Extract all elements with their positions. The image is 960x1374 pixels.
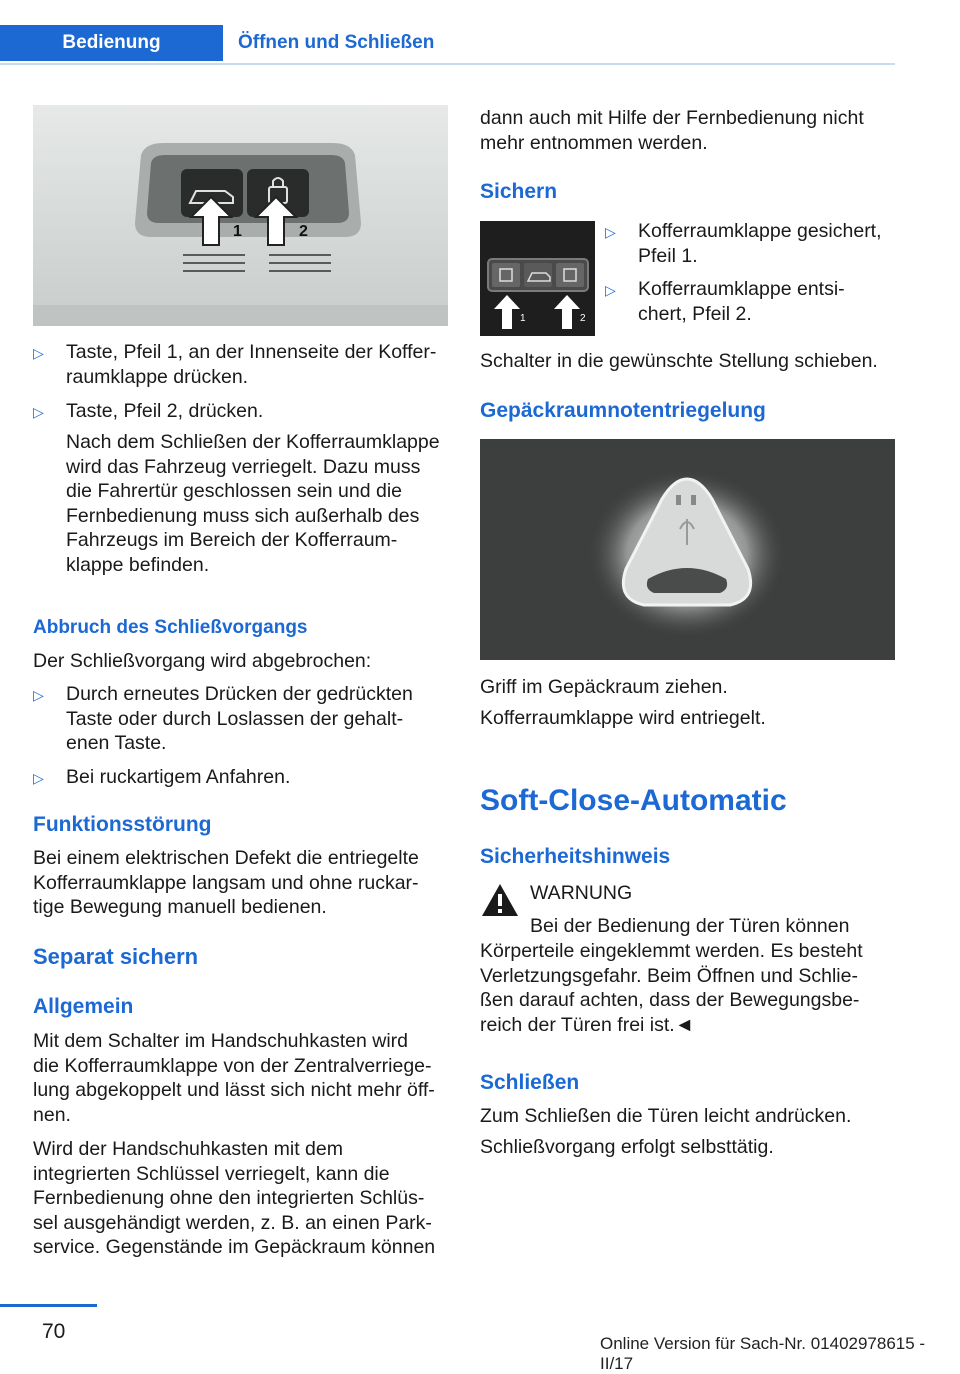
- warning-text: Körperteile eingeklemmt werden. Es besteht Verletzungsgefahr. Beim Öffnen und Schlie- ßen darauf achten, dass der Bewegungsbe- reich der Türen frei ist.◄: [480, 940, 863, 1036]
- secure-heading: Sichern: [480, 180, 558, 203]
- page-number: 70: [42, 1320, 66, 1343]
- header-tab-bar: [0, 25, 895, 65]
- abort-text: Der Schließvorgang wird abgebrochen:: [33, 650, 372, 672]
- closing-heading: Schließen: [480, 1071, 580, 1094]
- footer-note: Online Version für Sach-Nr. 01402978615 - II/17: [600, 1334, 926, 1373]
- tab-bedienung[interactable]: Bedienung: [0, 25, 223, 61]
- triangle-bullet-icon: ▷: [605, 224, 616, 240]
- closing-text-2: Schließvorgang erfolgt selbsttätig.: [480, 1136, 774, 1158]
- general-heading: Allgemein: [33, 995, 134, 1018]
- switch-image: [480, 221, 595, 336]
- list-item: ▷ Bei ruckartigem Anfahren.: [33, 765, 448, 791]
- list-item: ▷ Kofferraumklappe gesichert, Pfeil 1.: [605, 220, 882, 267]
- warning-triangle-icon: [480, 882, 520, 918]
- safety-heading: Sicherheitshinweis: [480, 845, 671, 868]
- general-text-1: Mit dem Schalter im Handschuhkasten wird die Kofferraumklappe von der Zentralverriege- lung abgekoppelt und lässt sich nicht mehr öff- nen.: [33, 1030, 435, 1126]
- list-item: ▷ Kofferraumklappe entsi- chert, Pfeil 2.: [605, 278, 845, 325]
- emergency-release-image: [480, 439, 895, 660]
- triangle-bullet-icon: ▷: [605, 282, 616, 298]
- list-item: ▷ Taste, Pfeil 2, drücken.: [33, 399, 448, 425]
- switch-label-1: 1: [520, 313, 526, 324]
- emergency-text-1: Griff im Gepäckraum ziehen.: [480, 676, 728, 698]
- warning-first-line: Bei der Bedienung der Türen können: [530, 915, 850, 937]
- abort-heading: Abbruch des Schließvorgangs: [33, 617, 308, 638]
- switch-text: Schalter in die gewünschte Stellung schieben.: [480, 350, 878, 372]
- continuation-text: dann auch mit Hilfe der Fernbedienung nicht mehr entnommen werden.: [480, 107, 864, 154]
- closing-text-1: Zum Schließen die Türen leicht andrücken.: [480, 1105, 852, 1127]
- triangle-bullet-icon: ▷: [33, 404, 44, 420]
- emergency-text-2: Kofferraumklappe wird entriegelt.: [480, 707, 766, 729]
- list-item: ▷ Durch erneutes Drücken der gedrückten Taste oder durch Loslassen der gehalt- enen Taste.: [33, 683, 413, 754]
- footer-accent-line: [0, 1304, 97, 1307]
- separate-heading: Separat sichern: [33, 944, 199, 969]
- warning-label: WARNUNG: [530, 882, 633, 904]
- trunk-button-image: [33, 105, 448, 326]
- switch-label-2: 2: [580, 313, 586, 324]
- arrow-label-2: 2: [299, 223, 308, 240]
- malfunction-text: Bei einem elektrischen Defekt die entriegelte Kofferraumklappe langsam und ohne ruckar- tige Bewegung manuell bedienen.: [33, 847, 419, 918]
- triangle-bullet-icon: ▷: [33, 345, 44, 361]
- arrow-label-1: 1: [233, 223, 242, 240]
- tab-oeffnen-schliessen[interactable]: Öffnen und Schließen: [238, 32, 435, 53]
- general-text-2: Wird der Handschuhkasten mit dem integrierten Schlüssel verriegelt, kann die Fernbedienung ohne den integrierten Schlüs- sel ausgehändigt werden, z. B. an einen Park- service. Gegenstände im Gepäckraum können: [33, 1138, 436, 1258]
- bullet-note: Nach dem Schließen der Kofferraumklappe wird das Fahrzeug verriegelt. Dazu muss die Fahrertür geschlossen sein und die Fernbedienung muss sich außerhalb des Fahrzeugs im Bereich der Kofferraum- klappe befinden.: [66, 431, 440, 576]
- triangle-bullet-icon: ▷: [33, 770, 44, 786]
- softclose-heading: Soft-Close-Automatic: [480, 784, 787, 817]
- triangle-bullet-icon: ▷: [33, 687, 44, 703]
- malfunction-heading: Funktionsstörung: [33, 813, 212, 836]
- emergency-heading: Gepäckraumnotentriegelung: [480, 399, 766, 422]
- list-item: ▷ Taste, Pfeil 1, an der Innenseite der Koffer- raumklappe drücken.: [33, 341, 437, 388]
